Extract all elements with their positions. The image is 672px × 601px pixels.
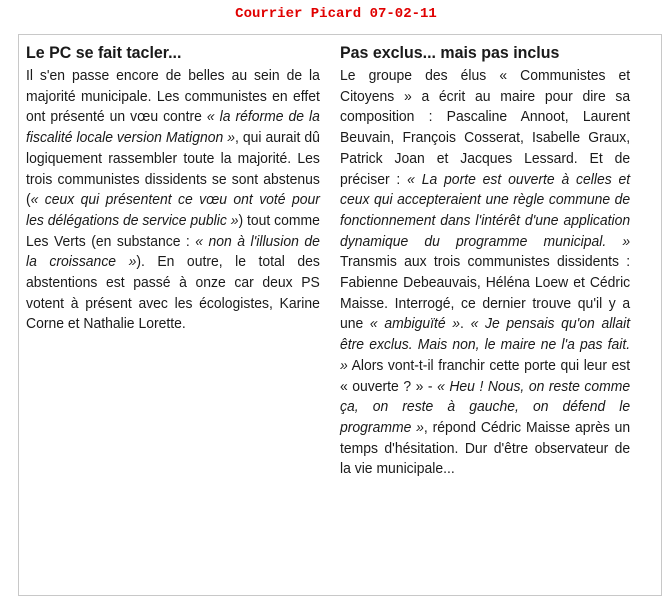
quote-run: « ambiguïté » <box>369 315 461 333</box>
text-run: ). En outre, le total des abstentions est passé à onze car deux PS votent à présent avec les écologistes, Karine Corne et Nathalie Lorette. <box>26 253 320 333</box>
text-run: ) tout comme Les Verts (en substance : <box>26 211 320 250</box>
left-body <box>26 66 320 335</box>
text-run: Alors vont-t-il franchir cette porte qui leur est « ouverte ? » - <box>340 356 631 395</box>
quote-run: « non à l'illusion de la croissance » <box>26 232 320 271</box>
right-body <box>340 66 630 480</box>
left-article <box>26 42 320 335</box>
quote-run: « la réforme de la fiscalité locale version Matignon » <box>26 108 320 147</box>
right-headline: Pas exclus... mais pas inclus <box>340 43 560 62</box>
text-run: , qui aurait dû logiquement rassembler toute la majorité. Les trois communistes dissidents se sont abstenus ( <box>26 129 320 209</box>
quote-run: « Heu ! Nous, on reste comme ça, on reste à gauche, on défend le programme » <box>340 377 631 436</box>
source-label: Courrier Picard 07-02-11 <box>235 6 437 22</box>
left-headline: Le PC se fait tacler... <box>26 43 182 62</box>
text-run: , répond Cédric Maisse après un temps d'hésitation. Dur d'être observateur de la vie municipale... <box>340 418 631 478</box>
quote-run: « Je pensais qu'on allait être exclus. Mais non, le maire ne l'a pas fait. » <box>340 315 631 374</box>
text-run: Il s'en passe encore de belles au sein de la majorité municipale. Les communistes en effet ont présenté un vœu contre <box>26 67 320 126</box>
quote-run: « ceux qui présentent ce vœu ont voté pour les délégations de service public » <box>26 191 320 229</box>
right-article <box>340 42 630 480</box>
quote-run: « La porte est ouverte à celles et ceux qui accepteraient une règle commune de fonctionnement dans l'intérêt d'une application dynamique du programme municipal. » <box>340 170 631 250</box>
text-run: Le groupe des élus « Communistes et Citoyens » a écrit au maire pour dire sa composition : Pascaline Annoot, Laurent Beuvain, François Cosserat, Isabelle Graux, Patrick Joan et Jacques Lessard. Et de préciser : <box>340 67 631 188</box>
text-run: Transmis aux trois communistes dissidents : Fabienne Debeauvais, Héléna Loew et Cédric Maisse. Interrogé, ce dernier trouve qu'il y a une <box>340 253 631 333</box>
text-run: . <box>460 315 471 333</box>
